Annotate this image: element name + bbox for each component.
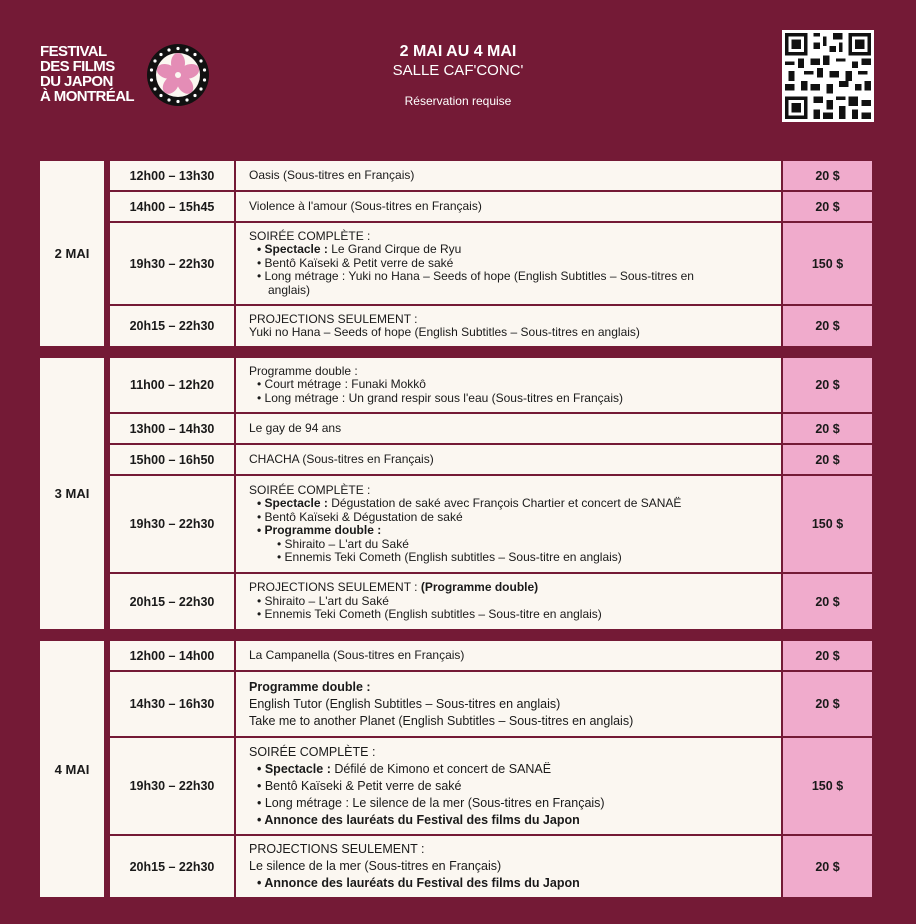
description-line: • Long métrage : Un grand respir sous l'eau (Sous-titres en Français)	[257, 390, 623, 405]
festival-logo-text	[40, 44, 134, 104]
session-description	[236, 836, 781, 897]
time-slot: 11h00 – 12h20	[110, 358, 234, 412]
description-line: • Long métrage : Le silence de la mer (Sous-titres en Français)	[257, 795, 605, 810]
description-line: Violence à l'amour (Sous-titres en Français)	[249, 198, 482, 213]
session-description	[236, 476, 781, 572]
time-slot: 19h30 – 22h30	[110, 738, 234, 834]
schedule-row	[110, 672, 872, 736]
price: 150 $	[783, 738, 872, 834]
description-line: Le silence de la mer (Sous-titres en Français)	[249, 859, 502, 873]
price: 20 $	[783, 836, 872, 897]
description-line: Yuki no Hana – Seeds of hope (English Subtitles – Sous-titres en anglais)	[249, 325, 640, 339]
schedule-row	[110, 161, 872, 190]
price: 20 $	[783, 414, 872, 443]
price: 20 $	[783, 641, 872, 670]
header	[0, 0, 916, 140]
description-line: • Court métrage : Funaki Mokkô	[257, 377, 426, 392]
description-line: • Programme double :	[257, 523, 382, 537]
description-line: Take me to another Planet (English Subtitles – Sous-titres en anglais)	[249, 713, 634, 728]
time-slot: 19h30 – 22h30	[110, 476, 234, 572]
schedule-row	[110, 574, 872, 629]
price: 20 $	[783, 161, 872, 190]
price: 20 $	[783, 358, 872, 412]
qr-code-icon[interactable]	[782, 30, 874, 122]
description-line: CHACHA (Sous-titres en Français)	[249, 451, 434, 466]
day-label: 4 MAI	[40, 641, 104, 897]
description-line: • Ennemis Teki Cometh (English subtitles – Sous-titre en anglais)	[277, 550, 622, 564]
event-dates: 2 MAI AU 4 MAI	[399, 43, 517, 60]
description-line: • Spectacle : Le Grand Cirque de Ryu	[257, 242, 462, 257]
logo-line: FESTIVAL	[40, 43, 107, 60]
session-description	[236, 445, 781, 474]
time-slot: 12h00 – 13h30	[110, 161, 234, 190]
description-line: PROJECTIONS SEULEMENT :	[249, 842, 425, 856]
session-description	[236, 738, 781, 834]
description-line: PROJECTIONS SEULEMENT : (Programme double)	[249, 580, 539, 595]
price: 20 $	[783, 306, 872, 346]
event-info	[300, 42, 616, 108]
description-line: Le gay de 94 ans	[249, 420, 342, 435]
day-block	[40, 641, 872, 897]
session-description	[236, 223, 781, 304]
price: 20 $	[783, 574, 872, 629]
day-label: 2 MAI	[40, 161, 104, 346]
time-slot: 20h15 – 22h30	[110, 306, 234, 346]
logo-line: À MONTRÉAL	[40, 88, 134, 105]
day-block	[40, 358, 872, 629]
description-line: • Annonce des lauréats du Festival des films du Japon	[257, 812, 580, 827]
schedule-row	[110, 358, 872, 412]
day-block	[40, 161, 872, 346]
description-line: • Spectacle : Défilé de Kimono et concert de SANAË	[257, 761, 552, 776]
sakura-film-reel-icon	[146, 43, 210, 107]
description-line: • Spectacle : Dégustation de saké avec François Chartier et concert de SANAË	[257, 496, 682, 510]
reservation-note: Réservation requise	[404, 94, 512, 108]
session-description	[236, 306, 781, 346]
description-line: Oasis (Sous-titres en Français)	[249, 167, 415, 182]
description-line: • Bentô Kaïseki & Petit verre de saké	[257, 778, 462, 793]
session-description	[236, 641, 781, 670]
day-label: 3 MAI	[40, 358, 104, 629]
description-line: SOIRÉE COMPLÈTE :	[249, 482, 371, 497]
price: 20 $	[783, 192, 872, 221]
description-line: English Tutor (English Subtitles – Sous-titres en anglais)	[249, 696, 561, 711]
description-line: La Campanella (Sous-titres en Français)	[249, 647, 465, 662]
session-description	[236, 574, 781, 629]
description-line: PROJECTIONS SEULEMENT :	[249, 311, 418, 326]
schedule-row	[110, 306, 872, 346]
description-line: Programme double :	[249, 363, 358, 378]
description-line: Programme double :	[249, 679, 371, 694]
schedule-row	[110, 738, 872, 834]
description-line: • Long métrage : Yuki no Hana – Seeds of hope (English Subtitles – Sous-titres en	[257, 269, 694, 284]
price: 150 $	[783, 476, 872, 572]
session-description	[236, 414, 781, 443]
schedule-row	[110, 223, 872, 304]
session-description	[236, 358, 781, 412]
schedule-row	[110, 414, 872, 443]
description-line: • Bentô Kaïseki & Dégustation de saké	[257, 509, 463, 524]
time-slot: 14h30 – 16h30	[110, 672, 234, 736]
schedule-row	[110, 476, 872, 572]
time-slot: 12h00 – 14h00	[110, 641, 234, 670]
description-line: SOIRÉE COMPLÈTE :	[249, 228, 371, 243]
description-line: • Ennemis Teki Cometh (English subtitles – Sous-titre en anglais)	[257, 607, 602, 622]
description-line: • Shiraito – L'art du Saké	[277, 536, 409, 551]
description-line: • Shiraito – L'art du Saké	[257, 593, 389, 608]
time-slot: 20h15 – 22h30	[110, 574, 234, 629]
description-line: • Annonce des lauréats du Festival des films du Japon	[257, 876, 580, 890]
schedule-row	[110, 445, 872, 474]
schedule-row	[110, 641, 872, 670]
description-line: • Bentô Kaïseki & Petit verre de saké	[257, 255, 454, 270]
time-slot: 14h00 – 15h45	[110, 192, 234, 221]
logo-line: DES FILMS	[40, 58, 115, 75]
price: 150 $	[783, 223, 872, 304]
schedule-row	[110, 836, 872, 897]
time-slot: 13h00 – 14h30	[110, 414, 234, 443]
price: 20 $	[783, 445, 872, 474]
session-description	[236, 672, 781, 736]
logo-line: DU JAPON	[40, 73, 113, 90]
description-line: SOIRÉE COMPLÈTE :	[249, 744, 376, 759]
price: 20 $	[783, 672, 872, 736]
time-slot: 20h15 – 22h30	[110, 836, 234, 897]
schedule-row	[110, 192, 872, 221]
time-slot: 19h30 – 22h30	[110, 223, 234, 304]
session-description	[236, 192, 781, 221]
event-venue: SALLE CAF'CONC'	[392, 62, 524, 79]
description-line: anglais)	[268, 282, 311, 297]
session-description	[236, 161, 781, 190]
time-slot: 15h00 – 16h50	[110, 445, 234, 474]
